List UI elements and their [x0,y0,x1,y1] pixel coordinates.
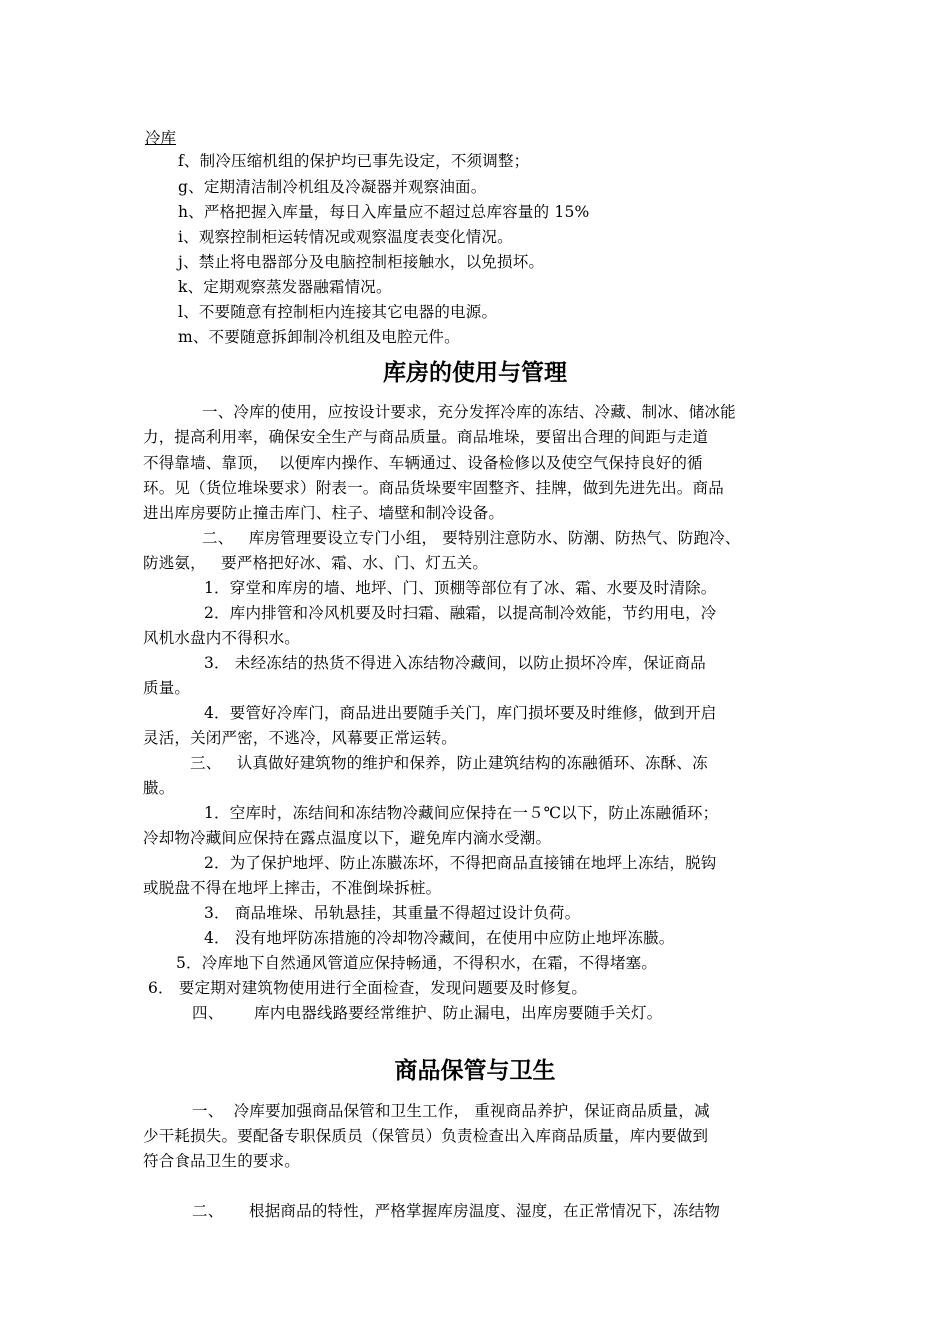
paragraph-line: 2．为了保护地坪、防止冻臌冻坏，不得把商品直接铺在地坪上冻结，脱钩 [204,854,717,872]
paragraph-line: 1．穿堂和库房的墙、地坪、门、顶棚等部位有了冰、霜、水要及时清除。 [204,579,717,597]
paragraph-line: 3． 未经冻结的热货不得进入冻结物冷藏间，以防止损坏冷库，保证商品 [204,654,706,672]
paragraph-line: 不得靠墙、靠顶， 以便库内操作、车辆通过、设备检修以及使空气保持良好的循 [143,454,703,472]
section-title-goods-storage-hygiene: 商品保管与卫生 [394,1058,556,1084]
list-item-k: k、定期观察蒸发器融霜情况。 [178,278,392,296]
paragraph-line: 6． 要定期对建筑物使用进行全面检查，发现问题要及时修复。 [148,979,588,997]
paragraph-line: 冷却物冷藏间应保持在露点温度以下，避免库内滴水受潮。 [143,829,552,847]
paragraph-line: 或脱盘不得在地坪上摔击，不准倒垛拆桩。 [143,879,442,897]
paragraph-line: 3． 商品堆垛、吊轨悬挂，其重量不得超过设计负荷。 [204,904,581,922]
paragraph-line: 臌。 [143,779,175,797]
paragraph-line: 1．空库时，冻结间和冻结物冷藏间应保持在一５℃以下，防止冻融循环； [204,804,719,822]
paragraph-line: 灵活，关闭严密，不逃冷，风幕要正常运转。 [143,729,458,747]
paragraph-line: 质量。 [143,679,191,697]
paragraph-line: 环。见（货位堆垛要求）附表一。商品货垛要牢固整齐、挂牌，做到先进先出。商品 [143,479,724,497]
paragraph-line: 2．库内排管和冷风机要及时扫霜、融霜，以提高制冷效能，节约用电，冷 [204,604,717,622]
paragraph-line: 二、 库房管理要设立专门小组， 要特别注意防水、防潮、防热气、防跑冷、 [202,529,741,547]
list-item-i: i、观察控制柜运转情况或观察温度表变化情况。 [178,228,513,246]
list-item-h: h、严格把握入库量，每日入库量应不超过总库容量的 15% [178,203,590,221]
paragraph-line: 5．冷库地下自然通风管道应保持畅通，不得积水，在霜，不得堵塞。 [176,954,658,972]
section-title-storage-management: 库房的使用与管理 [383,360,567,386]
list-item-g: g、定期清洁制冷机组及冷凝器并观察油面。 [178,178,487,196]
paragraph-line: 4．要管好冷库门，商品进出要随手关门，库门损坏要及时维修，做到开启 [204,704,717,722]
paragraph-line: 三、 认真做好建筑物的维护和保养，防止建筑结构的冻融循环、冻酥、冻 [190,754,708,772]
paragraph-line: 力，提高利用率，确保安全生产与商品质量。商品堆垛，要留出合理的间距与走道 [143,428,709,446]
paragraph-line: 4． 没有地坪防冻措施的冷却物冷藏间，在使用中应防止地坪冻臌。 [204,929,675,947]
paragraph-line: 进出库房要防止撞击库门、柱子、墙壁和制冷设备。 [143,504,505,522]
list-item-l: l、不要随意有控制柜内连接其它电器的电源。 [178,303,498,321]
paragraph-line: 风机水盘内不得积水。 [143,629,301,647]
list-item-j: j、禁止将电器部分及电脑控制柜接触水，以免损坏。 [178,253,545,271]
paragraph-line: 四、 库内电器线路要经常维护、防止漏电，出库房要随手关灯。 [192,1004,663,1022]
section-label: 冷库 [145,129,177,147]
paragraph-line: 符合食品卫生的要求。 [143,1152,301,1170]
paragraph-line: 少干耗损失。要配备专职保质员（保管员）负责检查出入库商品质量，库内要做到 [143,1127,709,1145]
paragraph-line: 二、 根据商品的特性，严格掌握库房温度、湿度，在正常情况下，冻结物 [192,1202,721,1220]
list-item-f: f、制冷压缩机组的保护均已事先设定，不须调整； [178,152,530,170]
paragraph-line: 一、冷库的使用，应按设计要求，充分发挥冷库的冻结、冷藏、制冰、储冰能 [202,403,736,421]
paragraph-line: 一、 冷库要加强商品保管和卫生工作， 重视商品养护，保证商品质量，减 [192,1102,710,1120]
list-item-m: m、不要随意拆卸制冷机组及电腔元件。 [178,328,460,346]
paragraph-line: 防逃氨， 要严格把好冰、霜、水、门、灯五关。 [143,554,489,572]
